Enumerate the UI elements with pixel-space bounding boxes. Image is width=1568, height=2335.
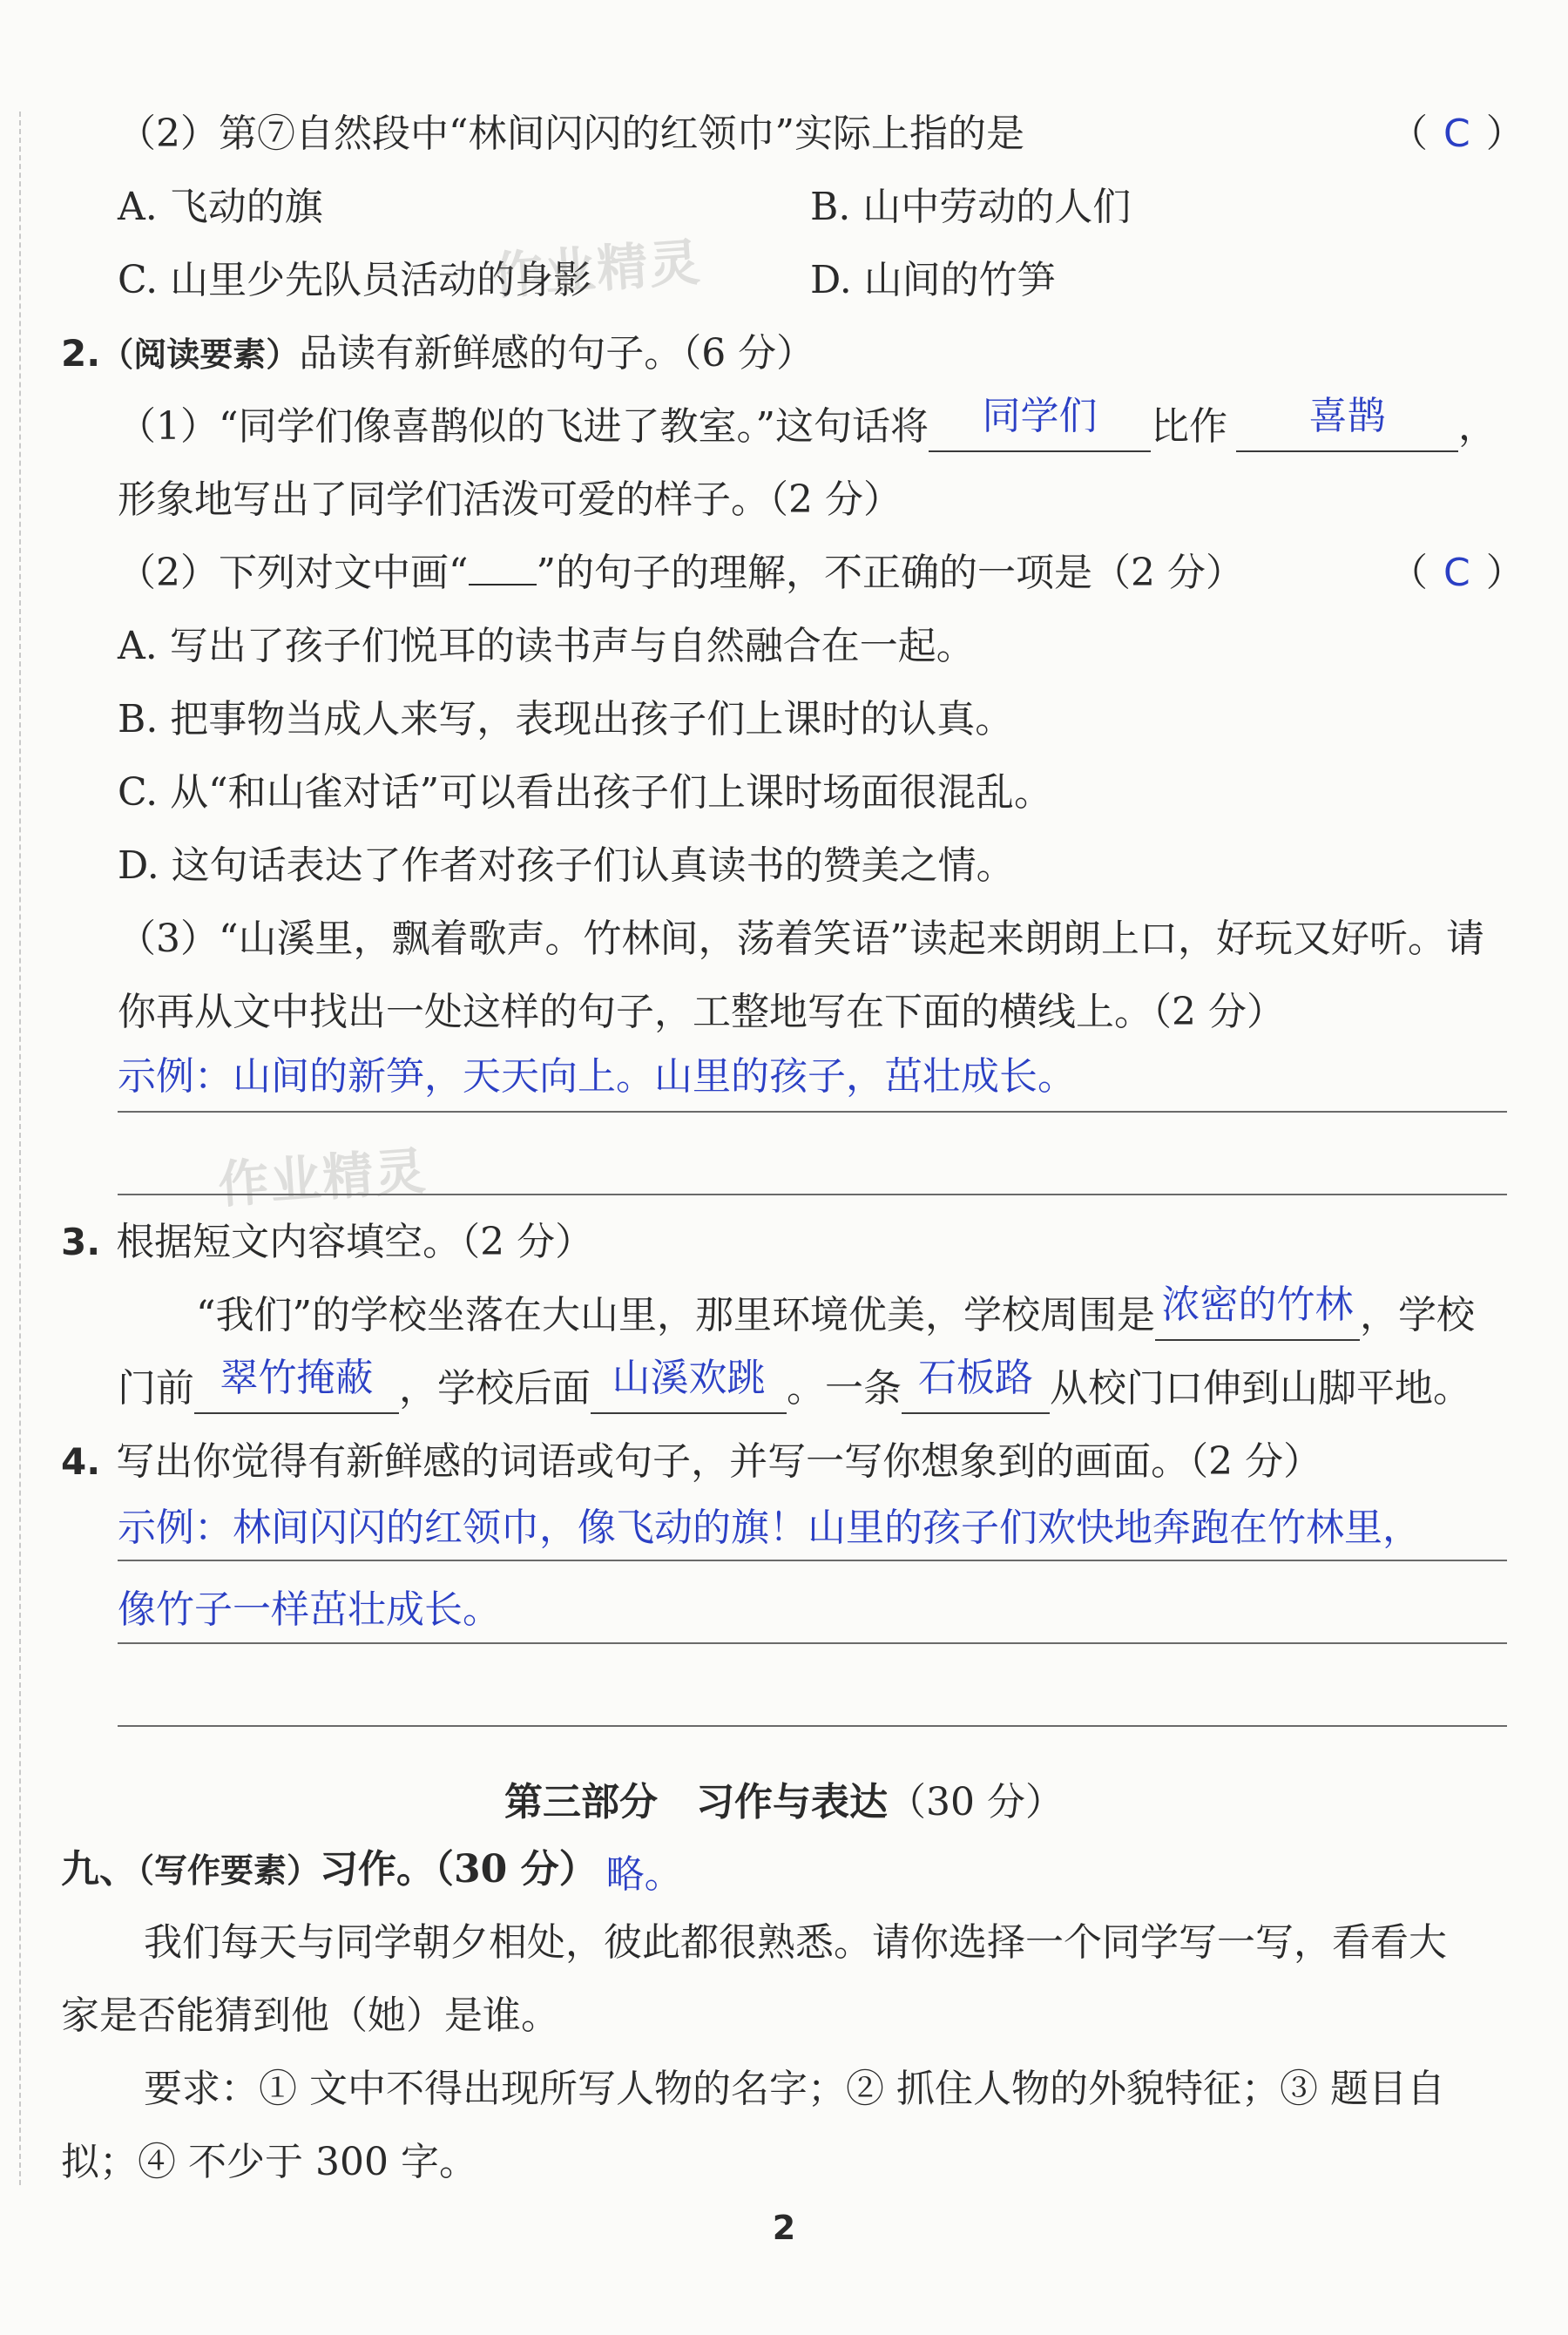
q3-blank-1: 浓密的竹林 — [1155, 1293, 1360, 1341]
q9-requirements-line2: 拟；④ 不少于 300 字。 — [61, 2140, 477, 2184]
q2-3-line1: （3）“山溪里，飘着歌声。竹林间，荡着笑语”读起来朗朗上口，好玩又好听。请 — [118, 917, 1484, 961]
q9-paragraph-line2: 家是否能猜到他（她）是谁。 — [61, 1993, 559, 2038]
q1-2-option-a: A. 飞动的旗 — [118, 185, 323, 229]
q3-heading: 3. 根据短文内容填空。（2 分） — [61, 1220, 594, 1264]
q2-1-blank-1: 同学们 — [929, 404, 1151, 452]
q2-2-answer: C — [1443, 551, 1470, 595]
binding-margin-line — [19, 112, 21, 2185]
q2-1-line1: （1）“同学们像喜鹊似的飞进了教室。”这句话将 同学们 比作 喜鹊 ， — [118, 404, 1497, 452]
q4-answer-line2: 像竹子一样茁壮成长。 — [118, 1587, 501, 1632]
q2-3-answer: 示例：山间的新笋，天天向上。山里的孩子，茁壮成长。 — [118, 1054, 1076, 1099]
q2-2-option-c: C. 从“和山雀对话”可以看出孩子们上课时场面很混乱。 — [118, 770, 1053, 815]
q9-answer: 略。 — [605, 1852, 683, 1897]
section-title: 第三部分 习作与表达（30 分） — [504, 1780, 1064, 1824]
q1-2-option-d: D. 山间的竹笋 — [810, 258, 1056, 302]
q3-blank-4: 石板路 — [902, 1366, 1050, 1414]
q3-blank-3: 山溪欢跳 — [591, 1366, 787, 1414]
q2-heading: 2.（阅读要素）品读有新鲜感的句子。（6 分） — [61, 331, 815, 376]
q2-1-line2: 形象地写出了同学们活泼可爱的样子。（2 分） — [118, 477, 902, 522]
q9-paragraph-line1: 我们每天与同学朝夕相处，彼此都很熟悉。请你选择一个同学写一写，看看大 — [144, 1920, 1447, 1965]
q4-heading: 4. 写出你觉得有新鲜感的词语或句子，并写一写你想象到的画面。（2 分） — [61, 1439, 1322, 1484]
watermark-middle: 作业精灵 — [216, 1140, 429, 1215]
q2-2-option-d: D. 这句话表达了作者对孩子们认真读书的赞美之情。 — [118, 843, 1015, 888]
q1-2-option-c: C. 山里少先队员活动的身影 — [118, 258, 592, 302]
answer-line — [118, 1642, 1507, 1644]
answer-line — [118, 1111, 1507, 1113]
q1-2-stem: （2）第⑦自然段中“林间闪闪的红领巾”实际上指的是 — [118, 112, 1024, 156]
q2-2-option-a: A. 写出了孩子们悦耳的读书声与自然融合在一起。 — [118, 624, 975, 668]
q2-3-line2: 你再从文中找出一处这样的句子，工整地写在下面的横线上。（2 分） — [118, 990, 1285, 1034]
q9-requirements-line1: 要求：① 文中不得出现所写人物的名字；② 抓住人物的外貌特征；③ 题目自 — [144, 2067, 1445, 2111]
q4-answer-line1: 示例：林间闪闪的红领巾，像飞动的旗！山里的孩子们欢快地奔跑在竹林里， — [118, 1506, 1421, 1550]
answer-line — [118, 1725, 1507, 1727]
q2-1-blank-2: 喜鹊 — [1236, 404, 1458, 452]
watermark-top: 作业精灵 — [490, 232, 704, 307]
q1-2-option-b: B. 山中劳动的人们 — [810, 185, 1132, 229]
q1-2-answer-paren: （ C ） — [1389, 112, 1524, 156]
q2-2-option-b: B. 把事物当成人来写，表现出孩子们上课时的认真。 — [118, 697, 1014, 741]
q2-2-stem: （2）下列对文中画“ ”的句子的理解，不正确的一项是（2 分） — [118, 551, 1244, 595]
q3-line2: 门前 翠竹掩蔽 ，学校后面 山溪欢跳 。一条 石板路 从校门口伸到山脚平地。 — [118, 1366, 1471, 1414]
q2-2-answer-paren: （ C ） — [1389, 551, 1524, 595]
underline-sample — [469, 558, 537, 585]
q9-heading: 九、（写作要素）习作。（30 分） 略。 — [61, 1847, 683, 1897]
q1-2-answer: C — [1443, 112, 1470, 156]
q3-blank-2: 翠竹掩蔽 — [194, 1366, 399, 1414]
page-number: 2 — [772, 2209, 796, 2247]
answer-line — [118, 1560, 1507, 1561]
answer-line — [118, 1194, 1507, 1195]
q3-line1: “我们”的学校坐落在大山里，那里环境优美，学校周围是 浓密的竹林 ，学校 — [196, 1293, 1475, 1341]
